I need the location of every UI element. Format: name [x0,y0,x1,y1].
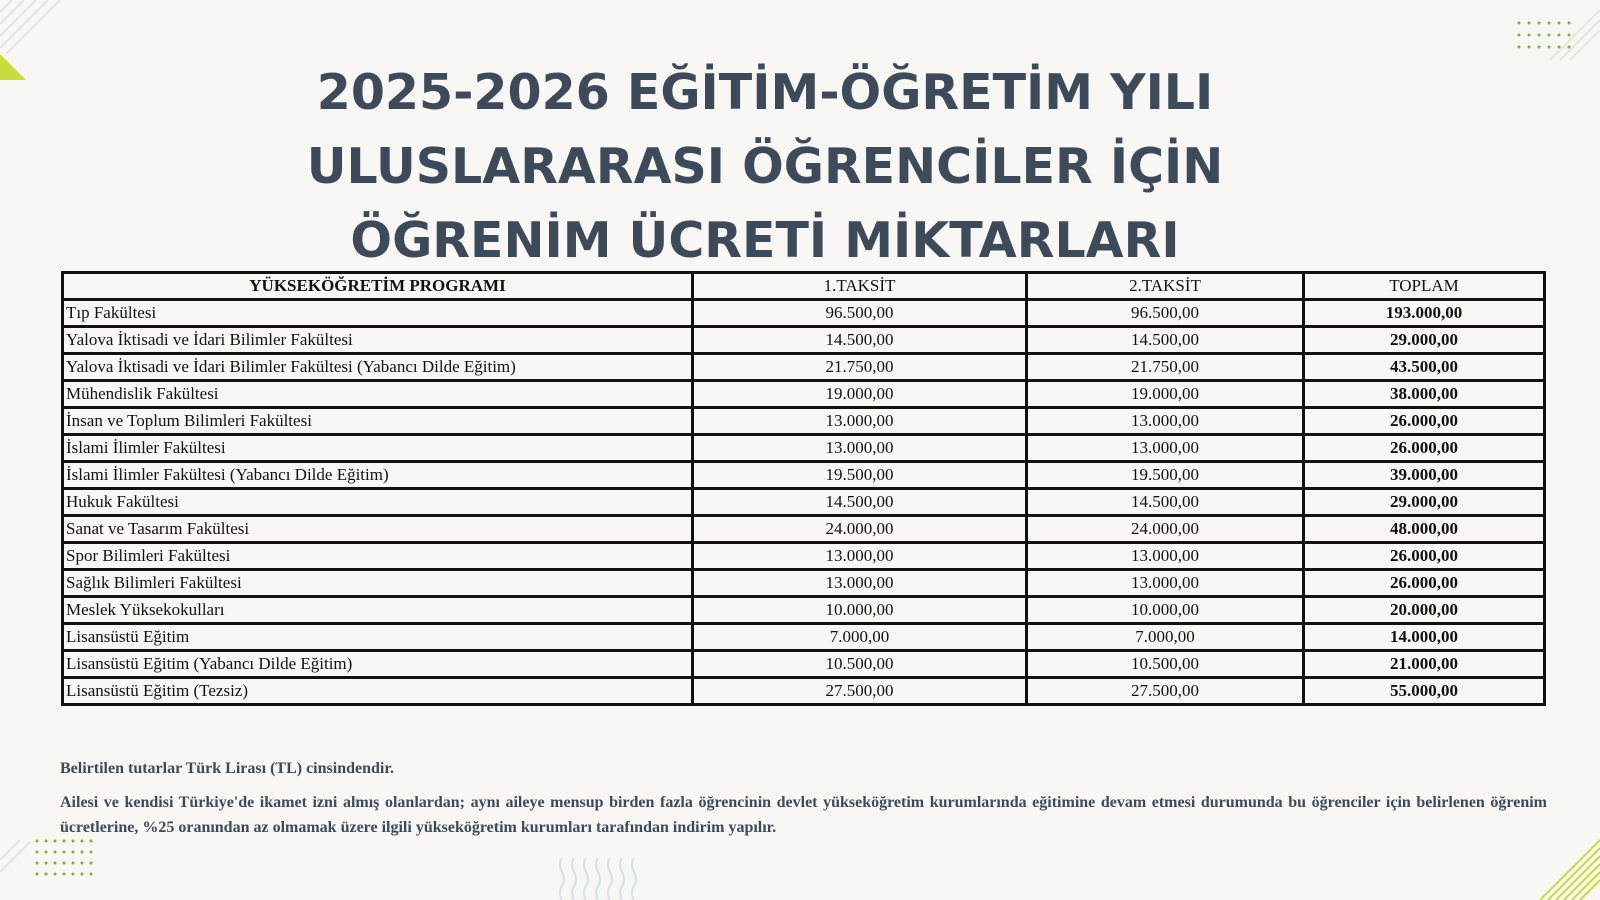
program-cell: İslami İlimler Fakültesi [63,435,693,462]
table-header-row [63,273,1545,300]
table-row [63,462,1545,489]
installment-1-cell: 21.750,00 [693,354,1027,381]
installment-2-cell: 10.000,00 [1027,597,1304,624]
table-row [63,381,1545,408]
program-cell: İnsan ve Toplum Bilimleri Fakültesi [63,408,693,435]
program-cell: Yalova İktisadi ve İdari Bilimler Fakültesi [63,327,693,354]
total-cell: 26.000,00 [1304,543,1545,570]
installment-1-cell: 10.000,00 [693,597,1027,624]
header-program: YÜKSEKÖĞRETİM PROGRAMI [63,273,693,300]
total-cell: 55.000,00 [1304,678,1545,705]
table-row [63,597,1545,624]
program-cell: Meslek Yüksekokulları [63,597,693,624]
installment-1-cell: 13.000,00 [693,435,1027,462]
installment-1-cell: 14.500,00 [693,489,1027,516]
installment-2-cell: 7.000,00 [1027,624,1304,651]
program-cell: Lisansüstü Eğitim (Yabancı Dilde Eğitim) [63,651,693,678]
table-row [63,651,1545,678]
table-row [63,543,1545,570]
total-cell: 193.000,00 [1304,300,1545,327]
total-cell: 38.000,00 [1304,381,1545,408]
program-cell: Mühendislik Fakültesi [63,381,693,408]
installment-1-cell: 7.000,00 [693,624,1027,651]
total-cell: 43.500,00 [1304,354,1545,381]
program-cell: Spor Bilimleri Fakültesi [63,543,693,570]
installment-2-cell: 13.000,00 [1027,543,1304,570]
title-line-2: ULUSLARARASI ÖĞRENCİLER İÇİN [306,138,1224,195]
installment-2-cell: 96.500,00 [1027,300,1304,327]
corner-stripes-top-right-icon [1540,0,1600,70]
installment-1-cell: 14.500,00 [693,327,1027,354]
total-cell: 21.000,00 [1304,651,1545,678]
installment-2-cell: 10.500,00 [1027,651,1304,678]
installment-1-cell: 96.500,00 [693,300,1027,327]
total-cell: 26.000,00 [1304,408,1545,435]
installment-1-cell: 27.500,00 [693,678,1027,705]
installment-2-cell: 27.500,00 [1027,678,1304,705]
header-installment-1: 1.TAKSİT [693,273,1027,300]
total-cell: 26.000,00 [1304,570,1545,597]
total-cell: 14.000,00 [1304,624,1545,651]
total-cell: 29.000,00 [1304,489,1545,516]
installment-1-cell: 13.000,00 [693,408,1027,435]
green-stripes-bottom-right-icon [1540,830,1600,900]
header-installment-2: 2.TAKSİT [1027,273,1304,300]
installment-1-cell: 13.000,00 [693,570,1027,597]
program-cell: Lisansüstü Eğitim (Tezsiz) [63,678,693,705]
title-line-1: 2025-2026 EĞİTİM-ÖĞRETİM YILI [316,64,1214,121]
installment-1-cell: 24.000,00 [693,516,1027,543]
table-row [63,516,1545,543]
stripes-bottom-left-icon [0,840,40,900]
installment-2-cell: 19.000,00 [1027,381,1304,408]
title-line-3: ÖĞRENİM ÜCRETİ MİKTARLARI [350,212,1180,269]
program-cell: Sanat ve Tasarım Fakültesi [63,516,693,543]
program-cell: Yalova İktisadi ve İdari Bilimler Fakültesi (Yabancı Dilde Eğitim) [63,354,693,381]
program-cell: Hukuk Fakültesi [63,489,693,516]
table-row [63,408,1545,435]
table-row [63,678,1545,705]
table-row [63,489,1545,516]
table-row [63,327,1545,354]
total-cell: 26.000,00 [1304,435,1545,462]
installment-2-cell: 14.500,00 [1027,489,1304,516]
discount-note: Ailesi ve kendisi Türkiye'de ikamet izni almış olanlardan; aynı aileye mensup birden fazla öğrencinin devlet yükseköğretim kurumlarında eğitimine devam etmesi durumunda bu öğrenciler için belirlenen öğrenim ücretlerine, %25 oranından az olmamak üzere ilgili yükseköğretim kurumları tarafından indirim yapılır. [60,794,1547,836]
table-row [63,300,1545,327]
page-title [0,56,1530,278]
total-cell: 48.000,00 [1304,516,1545,543]
dot-grid-bottom-left-icon [34,838,94,878]
installment-2-cell: 13.000,00 [1027,570,1304,597]
installment-1-cell: 13.000,00 [693,543,1027,570]
program-cell: Tıp Fakültesi [63,300,693,327]
total-cell: 20.000,00 [1304,597,1545,624]
corner-stripes-top-left-icon [0,0,60,60]
program-cell: Lisansüstü Eğitim [63,624,693,651]
installment-1-cell: 19.500,00 [693,462,1027,489]
installment-1-cell: 19.000,00 [693,381,1027,408]
table-row [63,354,1545,381]
total-cell: 29.000,00 [1304,327,1545,354]
program-cell: İslami İlimler Fakültesi (Yabancı Dilde Eğitim) [63,462,693,489]
table-body [63,300,1545,705]
installment-2-cell: 13.000,00 [1027,435,1304,462]
installment-1-cell: 10.500,00 [693,651,1027,678]
installment-2-cell: 14.500,00 [1027,327,1304,354]
installment-2-cell: 21.750,00 [1027,354,1304,381]
table-row [63,570,1545,597]
total-cell: 39.000,00 [1304,462,1545,489]
currency-note: Belirtilen tutarlar Türk Lirası (TL) cinsindendir. [60,760,394,777]
tuition-fee-table [61,271,1546,706]
installment-2-cell: 13.000,00 [1027,408,1304,435]
installment-2-cell: 19.500,00 [1027,462,1304,489]
wave-lines-bottom-icon [558,856,650,900]
table-row [63,624,1545,651]
header-total: TOPLAM [1304,273,1545,300]
installment-2-cell: 24.000,00 [1027,516,1304,543]
program-cell: Sağlık Bilimleri Fakültesi [63,570,693,597]
table-row [63,435,1545,462]
